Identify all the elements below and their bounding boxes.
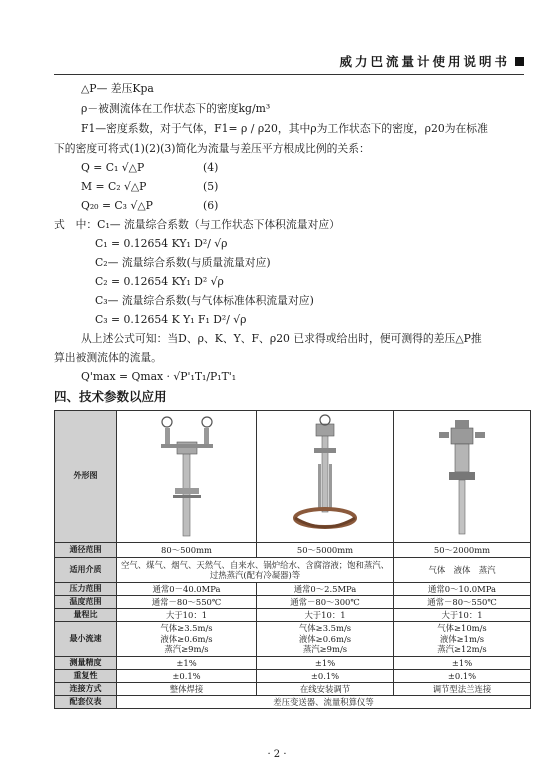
row-label: 测量精度 [55, 657, 117, 670]
table-row [55, 609, 531, 622]
header-square-mark [515, 57, 524, 66]
table-cell [394, 622, 531, 657]
formula-line: C₁ = 0.12654 KY₁ D²/ √ρ [95, 237, 228, 250]
table-cell: 通常－80～550℃ [117, 596, 257, 609]
table-cell [117, 622, 257, 657]
table-cell: ±1% [257, 657, 394, 670]
row-label: 温度范围 [55, 596, 117, 609]
wellbar-flange-image [422, 414, 502, 540]
table-row [55, 411, 531, 543]
device-image-cell [394, 411, 531, 543]
table-row [55, 622, 531, 657]
table-cell: 调节型法兰连接 [394, 683, 531, 696]
table-row [55, 670, 531, 683]
formula-4: Q = C₁ √△P [81, 161, 145, 174]
table-cell: 通常0－40.0MPa [117, 583, 257, 596]
table-cell: 50～5000mm [257, 543, 394, 558]
table-cell: 80～500mm [117, 543, 257, 558]
row-label: 通径范围 [55, 543, 117, 558]
row-label: 外形图 [55, 411, 117, 543]
table-cell: ±1% [117, 657, 257, 670]
table-cell [257, 622, 394, 657]
formula-number: (5) [203, 180, 219, 193]
formula-5: M = C₂ √△P [81, 180, 147, 193]
text-line: 下的密度可将式(1)(2)(3)简化为流量与差压平方根成比例的关系： [54, 142, 370, 155]
formula-line: Q'max = Qmax · √P'₁T₁/P₁T'₁ [81, 370, 237, 383]
table-cell: 气体 液体 蒸汽 [394, 558, 531, 583]
row-label: 最小流速 [55, 622, 117, 657]
row-label: 适用介质 [55, 558, 117, 583]
wellbar-welded-image [147, 414, 227, 540]
table-cell: 通常－80～550℃ [394, 596, 531, 609]
formula-line: C₃ = 0.12654 K Y₁ F₁ D²/ √ρ [95, 313, 247, 326]
formula-number: (4) [203, 161, 219, 174]
text-line: ρ－被测流体在工作状态下的密度kg/m³ [81, 102, 271, 115]
cell-line: 气体≥3.5m/s [160, 623, 213, 634]
text-line: △P— 差压Kpa [81, 82, 154, 95]
wellbar-online-image [285, 414, 365, 540]
table-row [55, 543, 531, 558]
device-image-cell [257, 411, 394, 543]
cell-line: 蒸汽≥9m/s [302, 644, 348, 655]
table-cell: 通常－80～300℃ [257, 596, 394, 609]
table-cell: ±0.1% [257, 670, 394, 683]
cell-line: 液体≥1m/s [439, 633, 485, 644]
table-cell: 通常0～2.5MPa [257, 583, 394, 596]
cell-line: 蒸汽≥12m/s [437, 644, 487, 655]
header-rule [54, 74, 524, 75]
row-label: 压力范围 [55, 583, 117, 596]
text-line: 算出被测流体的流量。 [54, 351, 162, 364]
cell-line: 气体≥10m/s [437, 623, 487, 634]
text-line: 式 中：C₁— 流量综合系数（与工作状态下体积流量对应） [54, 218, 340, 231]
table-cell: ±0.1% [117, 670, 257, 683]
text-line: F1—密度系数，对于气体，F1= ρ / ρ20，其中ρ为工作状态下的密度，ρ20为在标准 [81, 122, 488, 135]
table-row [55, 596, 531, 609]
table-cell: ±1% [394, 657, 531, 670]
text-line: 从上述公式可知：当D、ρ、K、Y、F、ρ20 已求得或给出时，便可测得的差压△P推 [81, 332, 482, 345]
formula-line: C₂ = 0.12654 KY₁ D² √ρ [95, 275, 224, 288]
cell-line: 液体≥0.6m/s [160, 633, 213, 644]
formula-number: (6) [203, 199, 219, 212]
row-label: 配套仪表 [55, 696, 117, 709]
row-label: 量程比 [55, 609, 117, 622]
row-label: 连接方式 [55, 683, 117, 696]
spec-table [54, 410, 531, 709]
cell-line: 液体≥0.6m/s [298, 633, 352, 644]
table-cell: 整体焊接 [117, 683, 257, 696]
header-title: 威力巴流量计使用说明书 [339, 54, 510, 69]
table-row [55, 657, 531, 670]
text-line: C₃— 流量综合系数(与气体标准体积流量对应) [95, 294, 314, 307]
table-cell: 差压变送器、流量积算仪等 [117, 696, 531, 709]
table-cell: 大于10：1 [394, 609, 531, 622]
table-row [55, 683, 531, 696]
table-cell: 50～2000mm [394, 543, 531, 558]
page-number: · 2 · [267, 749, 287, 760]
device-image-cell [117, 411, 257, 543]
table-row [55, 558, 531, 583]
table-cell: 大于10：1 [257, 609, 394, 622]
row-label: 重复性 [55, 670, 117, 683]
cell-line: 蒸汽≥9m/s [164, 644, 209, 655]
section-title: 四、技术参数以应用 [54, 389, 167, 404]
table-cell: 空气、煤气、烟气、天然气、自来水、锅炉给水、含腐溶液；饱和蒸汽、过热蒸汽(配有冷凝器)等 [117, 558, 394, 583]
table-row [55, 583, 531, 596]
table-cell: 通常0～10.0MPa [394, 583, 531, 596]
text-line: C₂— 流量综合系数(与质量流量对应) [95, 256, 271, 269]
table-cell: 在线安装调节 [257, 683, 394, 696]
table-row [55, 696, 531, 709]
table-cell: ±0.1% [394, 670, 531, 683]
formula-6: Q₂₀ = C₃ √△P [81, 199, 153, 212]
cell-line: 气体≥3.5m/s [298, 623, 352, 634]
table-cell: 大于10：1 [117, 609, 257, 622]
